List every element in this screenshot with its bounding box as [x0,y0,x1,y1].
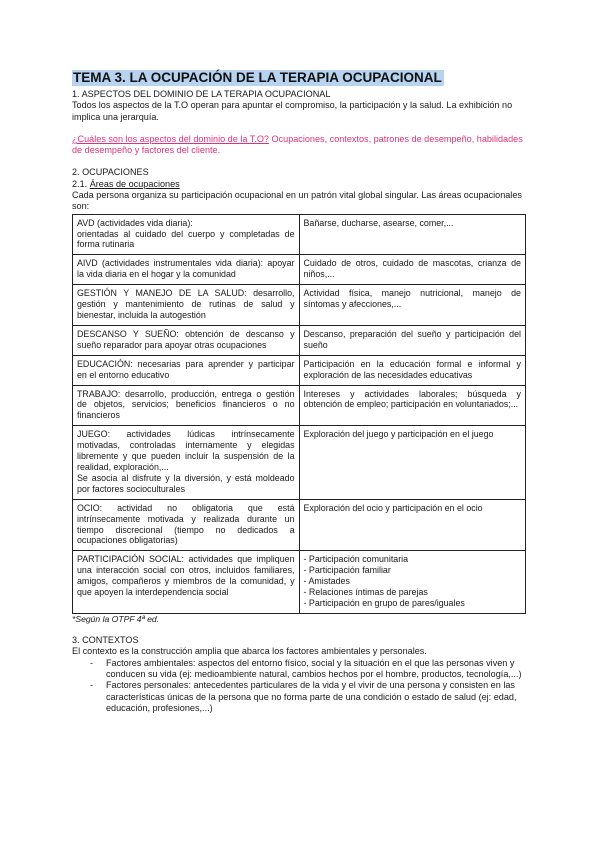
section2-intro: Cada persona organiza su participación ocupacional en un patrón vital global singular. Las áreas ocupacionales son: [72,190,522,212]
table-row [73,325,526,355]
list-item-text: Factores personales: antecedentes particulares de la vida y el vivir de una persona y consisten en las características únicas de la persona que no forma parte de una condición o estado de salud (ej: edad, educación, profesiones,...) [106,680,517,713]
table-row [73,426,526,499]
table-row [73,499,526,551]
area-examples-cell: Bañarse, ducharse, asearse, comer,... [299,214,525,255]
domain-question [72,134,526,157]
area-definition-cell: PARTICIPACIÓN SOCIAL: actividades que impliquen una interacción social con otros, incluidos familiares, amigos, compañeros y miembros de la comunidad, y que apoyen la interdependencia social [73,551,300,614]
social-participation-list [304,554,521,609]
area-definition-cell: OCIO: actividad no obligatoria que está intrínsecamente motivada y realizada durante un tiempo discrecional (tiempo no dedicados a ocupaciones obligatorias) [73,499,300,551]
area-definition-cell: EDUCACIÓN: necesarias para aprender y participar en el entorno educativo [73,355,300,385]
section1-heading: 1. ASPECTOS DEL DOMINIO DE LA TERAPIA OCUPACIONAL [72,89,331,99]
area-definition-cell: AVD (actividades vida diaria): orientadas al cuidado del cuerpo y completadas de forma rutinaria [73,214,300,255]
section1-text: Todos los aspectos de la T.O operan para apuntar el compromiso, la participación y la salud. La exhibición no implica una jerarquía. [72,100,513,122]
list-item: - Participación familiar [303,565,391,576]
section2-heading: 2. OCUPACIONES [72,167,149,178]
table-row [73,214,526,255]
subsection-number: 2.1. [72,178,90,189]
list-item-text: Factores ambientales: aspectos del entorno físico, social y la situación en el que las personas viven y conducen su vida (ej: medioambiente natural, cambios hechos por el hombre, productos, tecnología,...) [106,657,522,680]
area-examples-cell: Descanso, preparación del sueño y participación del sueño [299,325,525,355]
subsection-title: Áreas de ocupaciones [89,178,180,189]
area-examples-cell: Participación en la educación formal e informal y exploración de las necesidades educativas [299,355,525,385]
answer-text: Ocupaciones, contextos, patrones de desempeño, habilidades de desempeño y factores del cliente. [72,133,523,156]
table-row [73,255,526,285]
list-item: - Amistades [303,576,350,587]
page-title: TEMA 3. LA OCUPACIÓN DE LA TERAPIA OCUPACIONAL [73,70,442,85]
section3-text: El contexto es la construcción amplia que abarca los factores ambientales y personales. [72,646,427,657]
area-examples-cell: Actividad física, manejo nutricional, manejo de síntomas y afecciones,... [299,285,525,326]
area-examples-cell: Exploración del juego y participación en el juego [299,426,525,499]
table-row [73,551,526,614]
list-dash: - [90,657,94,668]
table-row [73,285,526,326]
context-list [72,658,526,714]
list-item: - Participación comunitaria [303,554,409,565]
table-row [73,385,526,426]
area-definition-cell: TRABAJO: desarrollo, producción, entrega o gestión de objetos, servicios; beneficios financieros o no financieros [73,385,300,426]
occupation-areas-table [72,214,526,614]
list-item [90,658,526,681]
area-examples-cell: Exploración del ocio y participación en el ocio [299,499,525,551]
table-footnote: *Según la OTPF 4ª ed. [72,613,160,624]
question-text: ¿Cuáles son los aspectos del dominio de la T.O? [72,133,269,144]
area-examples-cell [299,551,525,614]
document-page [72,70,526,714]
list-item: - Participación en grupo de pares/iguales [303,597,465,608]
area-definition-cell: DESCANSO Y SUEÑO: obtención de descanso y sueño reparador para apoyar otras ocupaciones [73,325,300,355]
list-item: - Relaciones íntimas de parejas [303,587,428,598]
area-definition-cell: AIVD (actividades instrumentales vida diaria): apoyar la vida diaria en el hogar y la comunidad [73,255,300,285]
list-item [90,680,526,714]
list-dash: - [90,680,94,691]
area-definition-cell: JUEGO: actividades lúdicas intrínsecamente motivadas, controladas internamente y elegidas libremente y que pueden incluir la suspensión de la realidad, exploración,... Se asocia al disfrute y la diversión, y está moldeado por factores socioculturales [73,426,300,499]
area-definition-cell: GESTIÓN Y MANEJO DE LA SALUD: desarrollo, gestión y mantenimiento de rutinas de salud y bienestar, incluida la autogestión [73,285,300,326]
section3-heading: 3. CONTEXTOS [72,635,139,646]
subsection-heading [72,179,526,190]
area-examples-cell: Intereses y actividades laborales; búsqueda y obtención de empleo; participación en voluntariados;... [299,385,525,426]
area-examples-cell: Cuidado de otros, cuidado de mascotas, crianza de niños,... [299,255,525,285]
table-row [73,355,526,385]
